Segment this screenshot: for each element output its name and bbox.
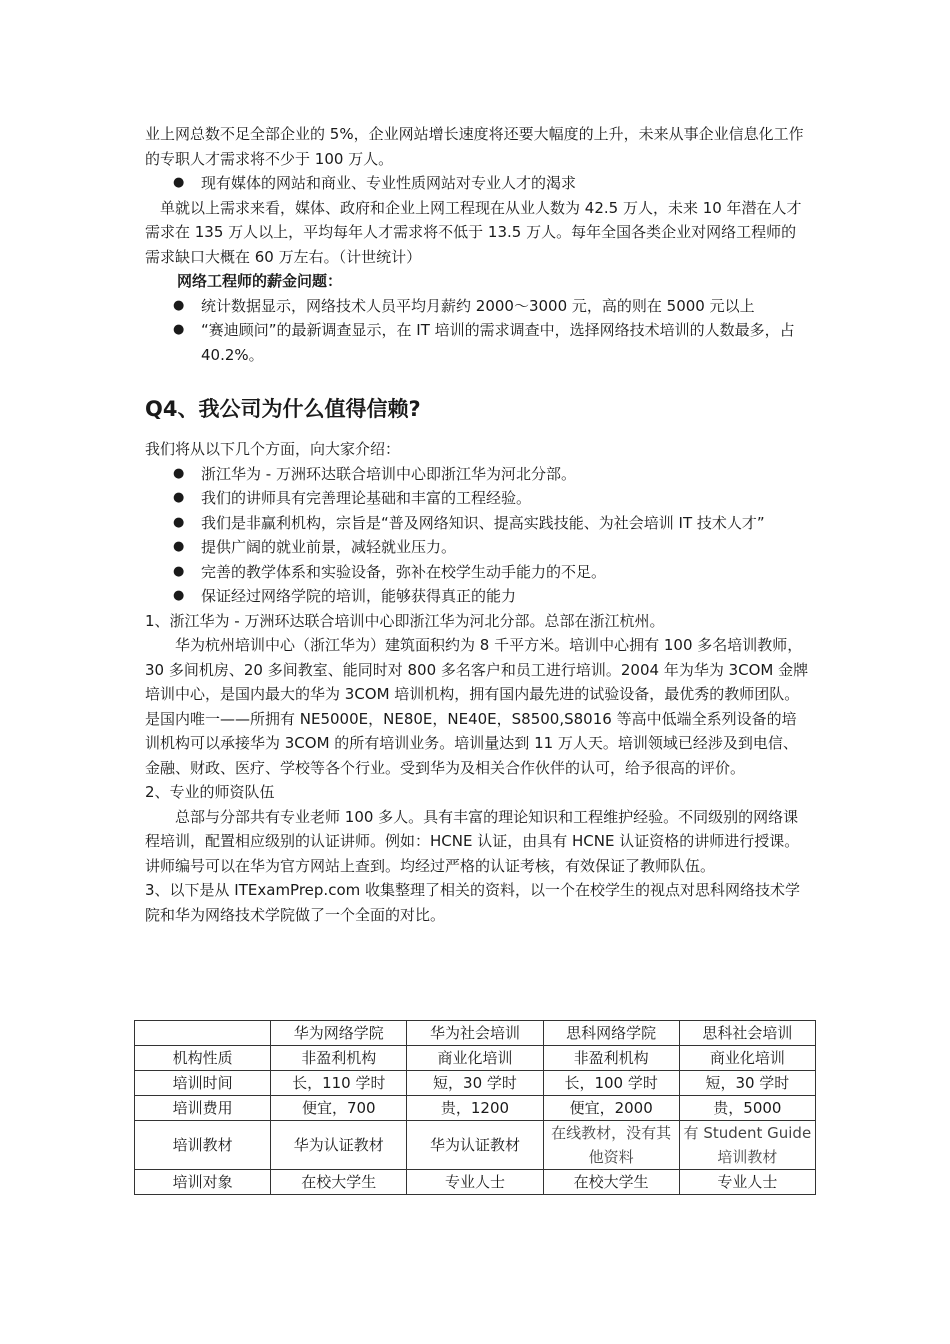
- salary-subheading: 网络工程师的薪金问题：: [177, 272, 343, 290]
- q4-bullet-list: [145, 462, 810, 609]
- section-1-body: 华为杭州培训中心（浙江华为）建筑面积约为 8 千平方米。培训中心拥有 100 多名培训教师，30 多间机房、20 多间教室、能同时对 800 多名客户和员工进行培训。2004 年为华为 3COM 金牌培训中心，是国内最大的华为 3COM 培训机构，拥有国内最先进的试验设备，最优秀的教师团队。是国内唯一——所拥有 NE5000E，NE80E，NE40E，S8500,S8016 等高中低端全系列设备的培训机构可以承接华为 3COM 的所有培训业务。培训量达到 11 万人天。培训领域已经涉及到电信、金融、财政、医疗、学校等各个行业。受到华为及相关合作伙伴的认可，给予很高的评价。: [145, 636, 809, 777]
- table-cell: 便宜，2000: [543, 1096, 679, 1121]
- table-cell: 有 Student Guide 培训教材: [679, 1121, 815, 1170]
- section-2-body: 总部与分部共有专业老师 100 多人。具有丰富的理论知识和工程维护经验。不同级别的网络课程培训，配置相应级别的认证讲师。例如：HCNE 认证，由具有 HCNE 认证资格的讲师进行授课。讲师编号可以在华为官方网站上查到。均经过严格的认证考核，有效保证了教师队伍。: [145, 807, 800, 875]
- table-cell: 商业化培训: [679, 1046, 815, 1071]
- list-item: ● 现有媒体的网站和商业、专业性质网站对专业人才的渴求: [145, 171, 810, 196]
- table-row: [135, 1096, 816, 1121]
- list-item: ● 完善的教学体系和实验设备，弥补在校学生动手能力的不足。: [145, 560, 810, 585]
- list-item: ● 保证经过网络学院的培训，能够获得真正的能力: [145, 584, 810, 609]
- bullet-icon: ●: [173, 563, 185, 579]
- q4-lead: 我们将从以下几个方面，向大家介绍：: [145, 440, 401, 458]
- table-cell: 商业化培训: [407, 1046, 543, 1071]
- table-cell: 机构性质: [135, 1046, 271, 1071]
- list-item: ● 我们是非赢利机构，宗旨是“普及网络知识、提高实践技能、为社会培训 IT 技术人才”: [145, 511, 810, 536]
- table-cell: 便宜，700: [271, 1096, 407, 1121]
- table-cell: 非盈利机构: [543, 1046, 679, 1071]
- document-body: [145, 122, 810, 927]
- table-header-cell: 华为网络学院: [271, 1021, 407, 1046]
- list-item: ● 提供广阔的就业前景，减轻就业压力。: [145, 535, 810, 560]
- demand-paragraph: 单就以上需求来看，媒体、政府和企业上网工程现在从业人数为 42.5 万人，未来 10 年潜在人才需求在 135 万人以上，平均每年人才需求将不低于 13.5 万人。每年全国各类企业对网络工程师的需求缺口大概在 60 万左右。（计世统计）: [145, 198, 802, 266]
- table-cell: 培训教材: [135, 1121, 271, 1170]
- comparison-table: [134, 1020, 816, 1195]
- table-cell: 培训费用: [135, 1096, 271, 1121]
- bullet-icon: ●: [173, 490, 185, 505]
- list-item: ● 统计数据显示，网络技术人员平均月薪约 2000～3000 元，高的则在 5000 元以上: [145, 294, 810, 319]
- salary-bullet-list: [145, 294, 810, 368]
- table-row: [135, 1046, 816, 1071]
- bullet-icon: ●: [173, 465, 185, 481]
- bullet-icon: ●: [173, 588, 185, 603]
- intro-paragraph: 业上网总数不足全部企业的 5%，企业网站增长速度将还要大幅度的上升，未来从事企业信息化工作的专职人才需求将不少于 100 万人。: [145, 125, 804, 168]
- table-header-cell: 华为社会培训: [407, 1021, 543, 1046]
- table-cell: 在校大学生: [271, 1170, 407, 1195]
- bullet-icon: ●: [173, 322, 185, 337]
- list-item: ● 浙江华为 - 万洲环达联合培训中心即浙江华为河北分部。: [145, 462, 810, 487]
- section-1-title: 1、浙江华为 - 万洲环达联合培训中心即浙江华为河北分部。总部在浙江杭州。: [145, 611, 665, 630]
- table-header-row: [135, 1021, 816, 1046]
- table-header-cell: [135, 1021, 271, 1046]
- table-header-cell: 思科网络学院: [543, 1021, 679, 1046]
- table-cell: 在线教材，没有其他资料: [543, 1121, 679, 1170]
- table-cell: 培训时间: [135, 1071, 271, 1096]
- bullet-icon: ●: [173, 514, 185, 530]
- bullet-icon: ●: [173, 175, 185, 190]
- bullet-icon: ●: [173, 297, 185, 313]
- table-cell: 长，100 学时: [543, 1071, 679, 1096]
- table-cell: 非盈利机构: [271, 1046, 407, 1071]
- table-row: [135, 1170, 816, 1195]
- table-cell: 贵，5000: [679, 1096, 815, 1121]
- list-item: ● “赛迪顾问”的最新调查显示，在 IT 培训的需求调查中，选择网络技术培训的人数最多，占40.2%。: [145, 318, 810, 367]
- section-2-title: 2、专业的师资队伍: [145, 783, 275, 801]
- table-row: [135, 1121, 816, 1170]
- media-bullet-list: [145, 171, 810, 196]
- table-cell: 培训对象: [135, 1170, 271, 1195]
- section-heading-q4: Q4、我公司为什么值得信赖?: [145, 397, 421, 421]
- list-item: ● 我们的讲师具有完善理论基础和丰富的工程经验。: [145, 486, 810, 511]
- table-cell: 短，30 学时: [407, 1071, 543, 1096]
- table-cell: 贵，1200: [407, 1096, 543, 1121]
- table-row: [135, 1071, 816, 1096]
- table-cell: 华为认证教材: [271, 1121, 407, 1170]
- table-header-cell: 思科社会培训: [679, 1021, 815, 1046]
- table-cell: 长，110 学时: [271, 1071, 407, 1096]
- table-cell: 在校大学生: [543, 1170, 679, 1195]
- table-cell: 短，30 学时: [679, 1071, 815, 1096]
- table-cell: 华为认证教材: [407, 1121, 543, 1170]
- table-cell: 专业人士: [407, 1170, 543, 1195]
- section-3-title: 3、以下是从 ITExamPrep.com 收集整理了相关的资料，以一个在校学生的视点对思科网络技术学院和华为网络技术学院做了一个全面的对比。: [145, 881, 801, 924]
- table-cell: 专业人士: [679, 1170, 815, 1195]
- bullet-icon: ●: [173, 539, 185, 554]
